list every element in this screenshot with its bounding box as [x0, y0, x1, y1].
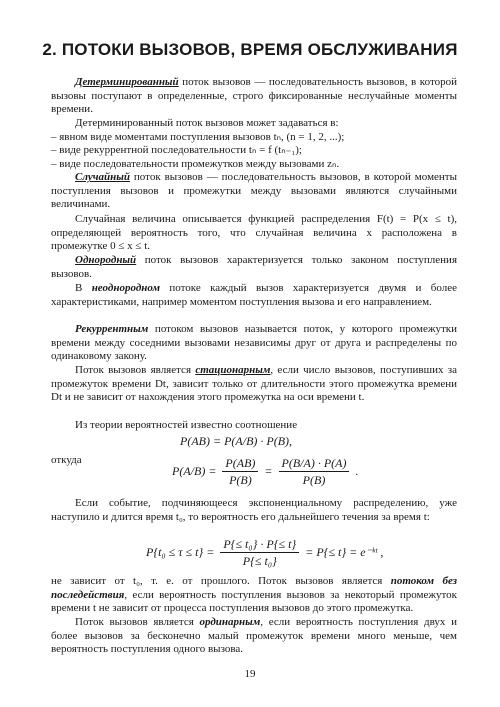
term-stationary: стационарным: [195, 364, 271, 376]
formula2-lhs: P(A/B) =: [172, 464, 217, 478]
list-item: – явном виде моментами поступления вызовов tₙ, (n = 1, 2, ...);: [51, 130, 345, 143]
fraction: [220, 537, 299, 568]
paragraph-no-aftereffect-text: , если вероятность поступления вызовов за некоторый промежуток времени t не зависит от процесса поступления вызовов до этого промежутка.: [51, 588, 457, 614]
fraction: [279, 456, 350, 487]
formula3-rhs: = P{≤ t} = e⁻ᵏᵗ ,: [305, 545, 384, 559]
formula2-equals: =: [264, 464, 273, 478]
term-nonhomogeneous: неоднородном: [91, 282, 161, 294]
section-heading: 2. ПОТОКИ ВЫЗОВОВ, ВРЕМЯ ОБСЛУЖИВАНИЯ: [42, 40, 458, 59]
paragraph-nonhomogeneous-text: потоке каждый вызов характеризуется двумя и более характеристиками, например моментом поступления вызова и его направлением.: [51, 282, 457, 308]
paragraph-recurrent: [51, 323, 457, 364]
term-deterministic: Детерминированный: [75, 76, 179, 88]
paragraph-exponential: Если событие, подчиняющееся экспоненциальному распределению, уже наступило и длится время t₀, то вероятность его дальнейшего течения за время t:: [51, 497, 457, 523]
formula2-end: .: [355, 464, 359, 478]
word-whence: откуда: [51, 454, 82, 466]
formula-memoryless: [146, 537, 383, 568]
paragraph-random: [51, 171, 457, 212]
paragraph-ordinary-pre: Поток вызовов является: [75, 616, 200, 628]
formula3-lhs: P{t₀ ≤ τ ≤ t} =: [146, 545, 215, 559]
list-item: – виде последовательности промежутков между вызовами zₙ.: [51, 157, 340, 170]
paragraph-homogeneous: [51, 254, 457, 281]
fraction-denominator: P{≤ t₀}: [242, 554, 277, 568]
paragraph-stationary-text: , если число вызовов, поступивших за промежуток времени Dt, зависит только от длительности этого промежутка времени Dt и не зависит от нахождения этого промежутка на оси времени t.: [51, 364, 458, 403]
term-recurrent: Рекуррентным: [75, 323, 149, 335]
term-random: Случайный: [75, 171, 130, 183]
page-number: 19: [244, 668, 256, 680]
paragraph-ordinary-text: , если вероятность поступления двух и более вызовов за бесконечно малый промежуток времени много меньше, чем вероятность поступления одного вызова.: [51, 616, 457, 655]
paragraph-nonhomogeneous: [51, 282, 457, 309]
paragraph-ordinary: [51, 616, 457, 657]
paragraph-homogeneous-text: поток вызовов характеризуется только законом поступления вызовов.: [51, 254, 457, 280]
fraction-denominator: P(B): [229, 473, 252, 487]
formula-conditional-probability: [172, 456, 358, 487]
paragraph-random-text: поток вызовов — последовательность вызовов, в которой моменты поступления вызовов и промежутки между вызовами являются случайными величинами.: [51, 171, 457, 210]
list-item: – виде рекуррентной последовательности tₙ = f (tₙ₋₁);: [51, 144, 302, 156]
fraction-numerator: P(B/A) · P(A): [279, 456, 350, 472]
term-ordinary: ординарным: [199, 616, 261, 628]
fraction: [222, 456, 258, 487]
term-homogeneous: Однородный: [75, 254, 137, 266]
fraction-numerator: P{≤ t₀} · P{≤ t}: [220, 537, 299, 553]
paragraph-no-aftereffect: [51, 575, 457, 616]
fraction-denominator: P(B): [302, 473, 326, 487]
formula-product-rule: P(AB) = P(A/B) · P(B),: [180, 434, 293, 448]
paragraph-probability-theory: Из теории вероятностей известно соотношение: [75, 419, 298, 431]
paragraph-no-aftereffect-pre: не зависит от t₀, т. е. от прошлого. Поток вызовов является: [51, 575, 391, 587]
fraction-numerator: P(AB): [222, 456, 258, 472]
deterministic-definition-list: [51, 117, 457, 171]
paragraph-stationary: [51, 364, 457, 405]
list-intro: Детерминированный поток вызовов может задаваться в:: [75, 117, 339, 129]
paragraph-stationary-pre: Поток вызовов является: [75, 364, 196, 376]
paragraph-deterministic: [51, 76, 457, 117]
paragraph-recurrent-text: потоком вызовов называется поток, у которого промежутки времени между соседними вызовами независимы друг от друга и распределены по одинаковому закону.: [51, 323, 457, 362]
paragraph-distribution: Случайная величина описывается функцией распределения F(t) = P(x ≤ t), определяющей вероятность того, что случайная величина x расположена в промежутке 0 ≤ x ≤ t.: [51, 213, 457, 252]
paragraph-nonhomogeneous-pre: В: [75, 282, 92, 294]
paragraph-deterministic-text: поток вызовов — последовательность вызовов, в которой вызовы поступают в определенные, строго фиксированные неслучайные моменты времени.: [51, 76, 457, 115]
term-no-aftereffect: потоком без последействия: [51, 575, 457, 601]
